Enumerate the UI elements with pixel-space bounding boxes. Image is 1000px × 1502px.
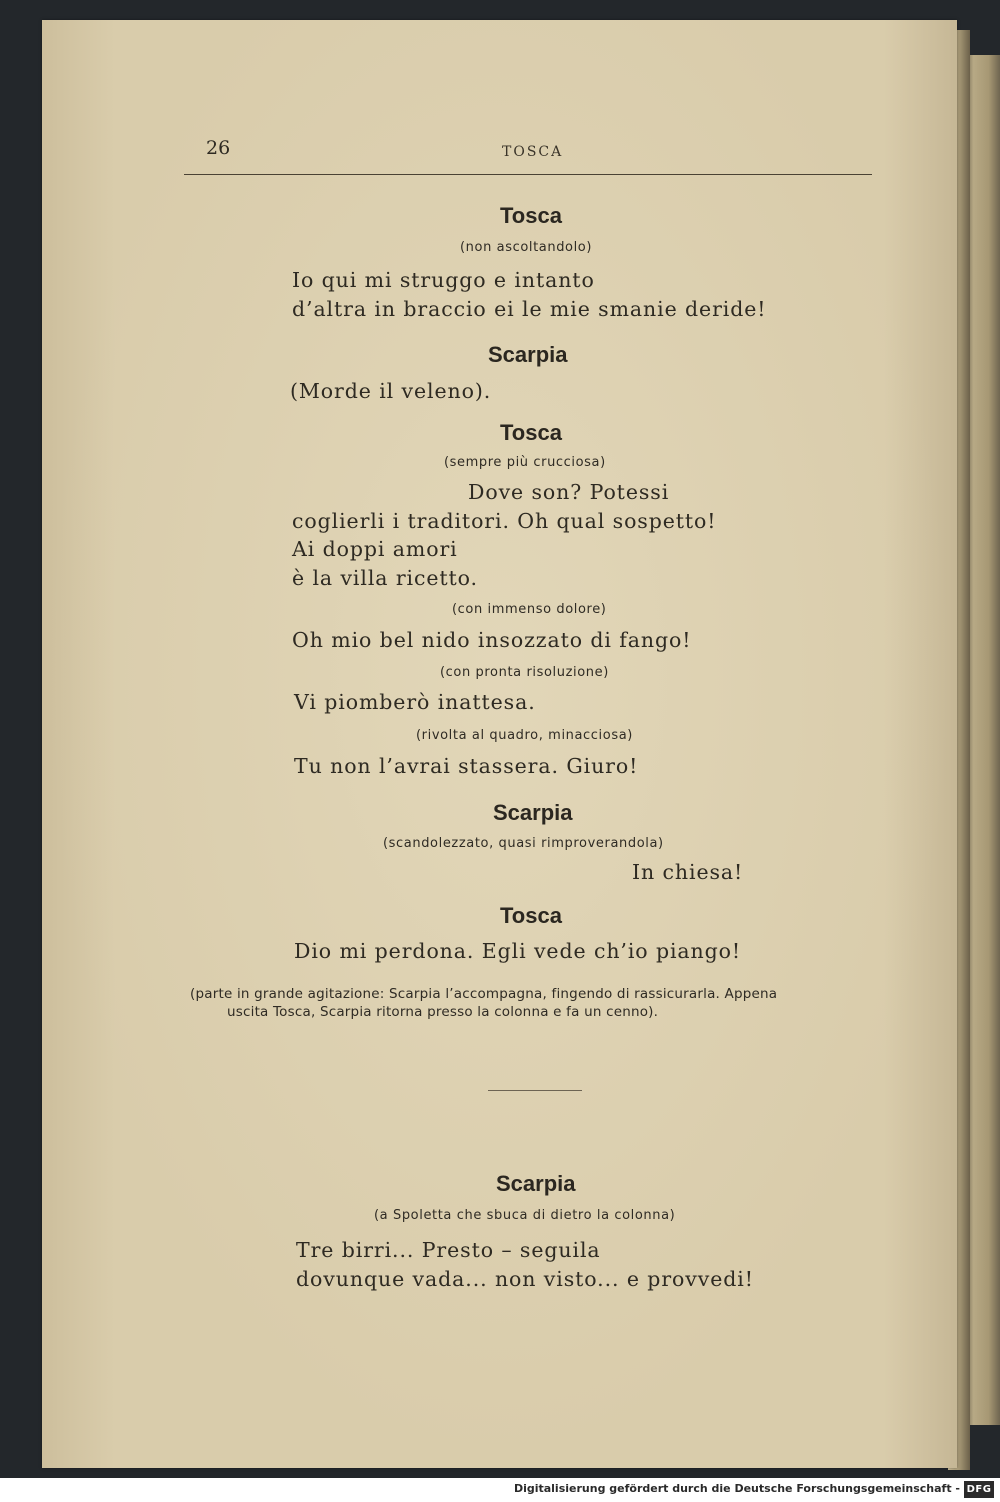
verse-line: d’altra in braccio ei le mie smanie deride! <box>292 297 767 321</box>
dfg-logo: DFG <box>964 1481 994 1498</box>
speaker-scarpia: Scarpia <box>496 1171 576 1196</box>
running-title: TOSCA <box>502 144 564 160</box>
speaker-tosca: Tosca <box>500 903 562 928</box>
stage-direction: (rivolta al quadro, minacciosa) <box>416 728 633 743</box>
footer-credit: Digitalisierung gefördert durch die Deutsche Forschungsgemeinschaft - <box>513 1482 960 1495</box>
verse-line: dovunque vada... non visto... e provvedi! <box>296 1267 754 1291</box>
verse-line: Io qui mi struggo e intanto <box>292 268 595 292</box>
stage-direction: (sempre più crucciosa) <box>444 455 606 470</box>
header-rule <box>184 174 872 175</box>
verse-line: coglierli i traditori. Oh qual sospetto! <box>292 509 717 533</box>
stage-direction: (a Spoletta che sbuca di dietro la colonna) <box>374 1208 676 1223</box>
verse-line: Dio mi perdona. Egli vede ch’io piango! <box>294 939 742 963</box>
digitization-footer <box>0 1478 1000 1502</box>
stage-direction: (con pronta risoluzione) <box>440 665 609 680</box>
verse-line: Ai doppi amori <box>292 537 458 561</box>
speaker-scarpia: Scarpia <box>493 800 573 825</box>
stage-direction: (non ascoltandolo) <box>460 240 593 255</box>
verse-line: Vi piomberò inattesa. <box>294 690 536 714</box>
stage-note: (parte in grande agitazione: Scarpia l’accompagna, fingendo di rassicurarla. Appena <box>190 986 778 1002</box>
stage-direction: (scandolezzato, quasi rimproverandola) <box>383 836 664 851</box>
verse-line: è la villa ricetto. <box>292 566 478 590</box>
speaker-scarpia: Scarpia <box>488 342 568 367</box>
section-divider <box>488 1090 582 1091</box>
verse-line: Tre birri... Presto – seguila <box>296 1238 601 1262</box>
speaker-tosca: Tosca <box>500 203 562 228</box>
verse-line: Dove son? Potessi <box>468 480 670 504</box>
verse-line: Tu non l’avrai stassera. Giuro! <box>294 754 639 778</box>
stage-direction: (con immenso dolore) <box>452 602 607 617</box>
page-number: 26 <box>206 137 231 159</box>
speaker-tosca: Tosca <box>500 420 562 445</box>
verse-line: In chiesa! <box>632 860 744 884</box>
verse-line: (Morde il veleno). <box>290 379 492 403</box>
stage-note: uscita Tosca, Scarpia ritorna presso la colonna e fa un cenno). <box>227 1004 659 1020</box>
verse-line: Oh mio bel nido insozzato di fango! <box>292 628 692 652</box>
